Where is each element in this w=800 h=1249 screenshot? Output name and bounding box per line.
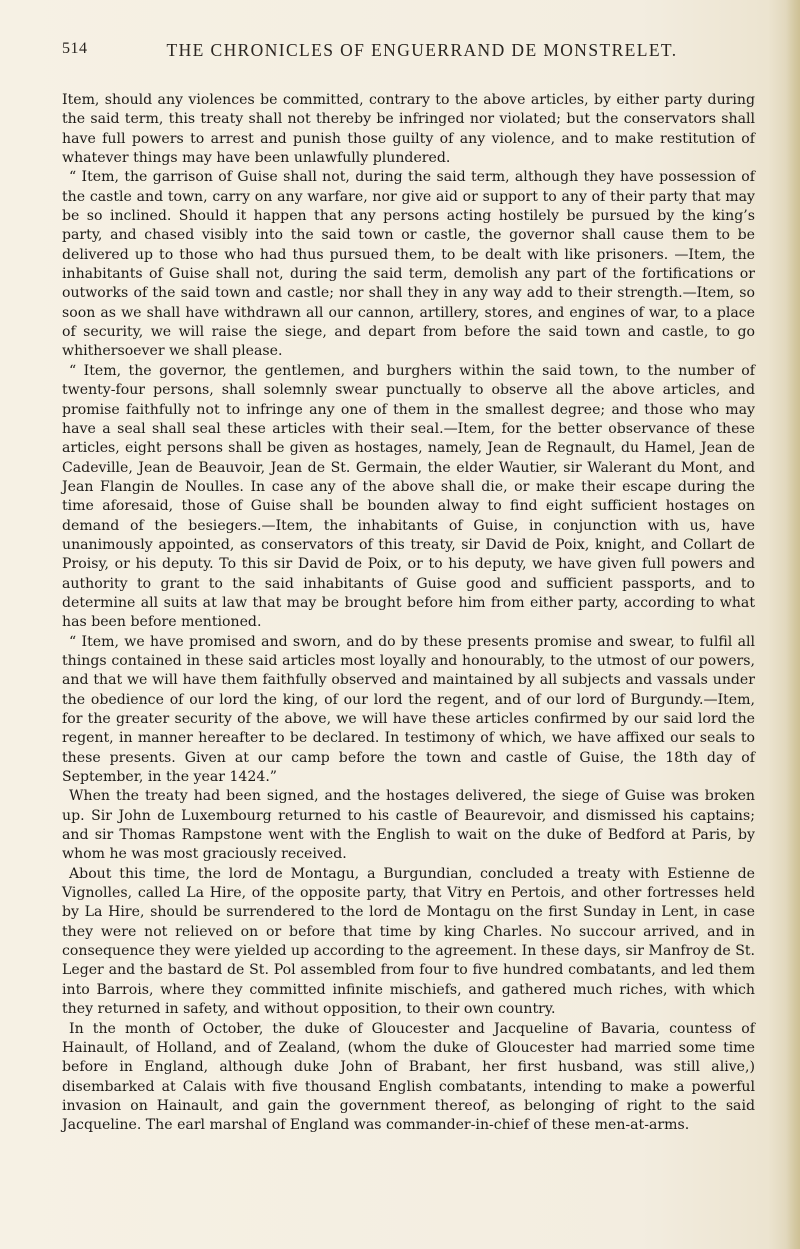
paragraph: Item, should any violences be committed, contrary to the above articles, by either party during the said term, this treaty shall not thereby be infringed nor violated; but the conservators shall have full powers to arrest and punish those guilty of any violence, and to make restitution of whatever things may have been unlawfully plundered. [62,92,755,167]
paragraph: “ Item, the garrison of Guise shall not, during the said term, although they have possession of the castle and town, carry on any warfare, nor give aid or support to any of their party that may be so inclined. Should it happen that any persons acting hostilely be pursued by the king’s party, and chased visibly into the said town or castle, the governor shall cause them to be delivered up to those who had thus pursued them, to be dealt with like prisoners. —Item, the inhabitants of Guise shall not, during the said term, demolish any part of the fortifications or outworks of the said town and castle; nor shall they in any way add to their strength.—Item, so soon as we shall have withdrawn all our cannon, artillery, stores, and engines of war, to a place of security, we will raise the siege, and depart from before the said town and castle, to go whithersoever we shall please. [62,169,755,360]
paragraph: “ Item, we have promised and sworn, and do by these presents promise and swear, to fulfil all things contained in these said articles most loyally and honourably, to the utmost of our powers, and that we will have them faithfully observed and maintained by all subjects and vassals under the obedience of our lord the king, of our lord the regent, and of our lord of Burgundy.—Item, for the greater security of the above, we will have these articles confirmed by our said lord the regent, in manner hereafter to be declared. In testimony of which, we have affixed our seals to these presents. Given at our camp before the town and castle of Guise, the 18th day of September, in the year 1424.” [62,633,755,786]
page-edge-shading [786,0,800,1249]
paragraph: When the treaty had been signed, and the hostages delivered, the siege of Guise was broken up. Sir John de Luxembourg returned to his castle of Beaurevoir, and dismissed his captains; and sir Thomas Rampstone went with the English to wait on the duke of Bedford at Paris, by whom he was most graciously received. [62,788,755,863]
paragraph: “ Item, the governor, the gentlemen, and burghers within the said town, to the number of twenty-four persons, shall solemnly swear punctually to observe all the above articles, and promise faithfully not to infringe any one of them in the smallest degree; and those who may have a seal shall seal these articles with their seal.—Item, for the better observance of these articles, eight persons shall be given as hostages, namely, Jean de Regnault, du Hamel, Jean de Cadeville, Jean de Beauvoir, Jean de St. Germain, the elder Wautier, sir Walerant du Mont, and Jean Flangin de Noulles. In case any of the above shall die, or make their escape during the time aforesaid, those of Guise shall be bounden alway to find eight sufficient hostages on demand of the besiegers.—Item, the inhabitants of Guise, in conjunction with us, have unanimously appointed, as conservators of this treaty, sir David de Poix, knight, and Collart de Proisy, or his deputy. To this sir David de Poix, or to his deputy, we have given full powers and authority to grant to the said inhabitants of Guise good and sufficient passports, and to determine all suits at law that may be brought before him from either party, according to what has been before mentioned. [62,362,755,631]
page-number: 514 [62,40,88,57]
body-text [62,91,755,1136]
paragraph: In the month of October, the duke of Gloucester and Jacqueline of Bavaria, countess of Hainault, of Holland, and of Zealand, (whom the duke of Gloucester had married some time before in England, although duke John of Brabant, her first husband, was still alive,) disembarked at Calais with five thousand English combatants, intending to make a powerful invasion on Hainault, and gain the government thereof, as belonging of right to the said Jacqueline. The earl marshal of England was commander-in-chief of these men-at-arms. [62,1020,755,1134]
paragraph: About this time, the lord de Montagu, a Burgundian, concluded a treaty with Estienne de Vignolles, called La Hire, of the opposite party, that Vitry en Pertois, and other fortresses held by La Hire, should be surrendered to the lord de Montagu on the first Sunday in Lent, in case they were not relieved on or before that time by king Charles. No succour arrived, and in consequence they were yielded up according to the agreement. In these days, sir Manfroy de St. Leger and the bastard de St. Pol assembled from four to five hundred combatants, and led them into Barrois, where they committed infinite mischiefs, and gathered much riches, with which they returned in safety, and without opposition, to their own country. [62,865,755,1018]
running-title: THE CHRONICLES OF ENGUERRAND DE MONSTRELET. [166,40,678,60]
page-header [62,40,762,66]
